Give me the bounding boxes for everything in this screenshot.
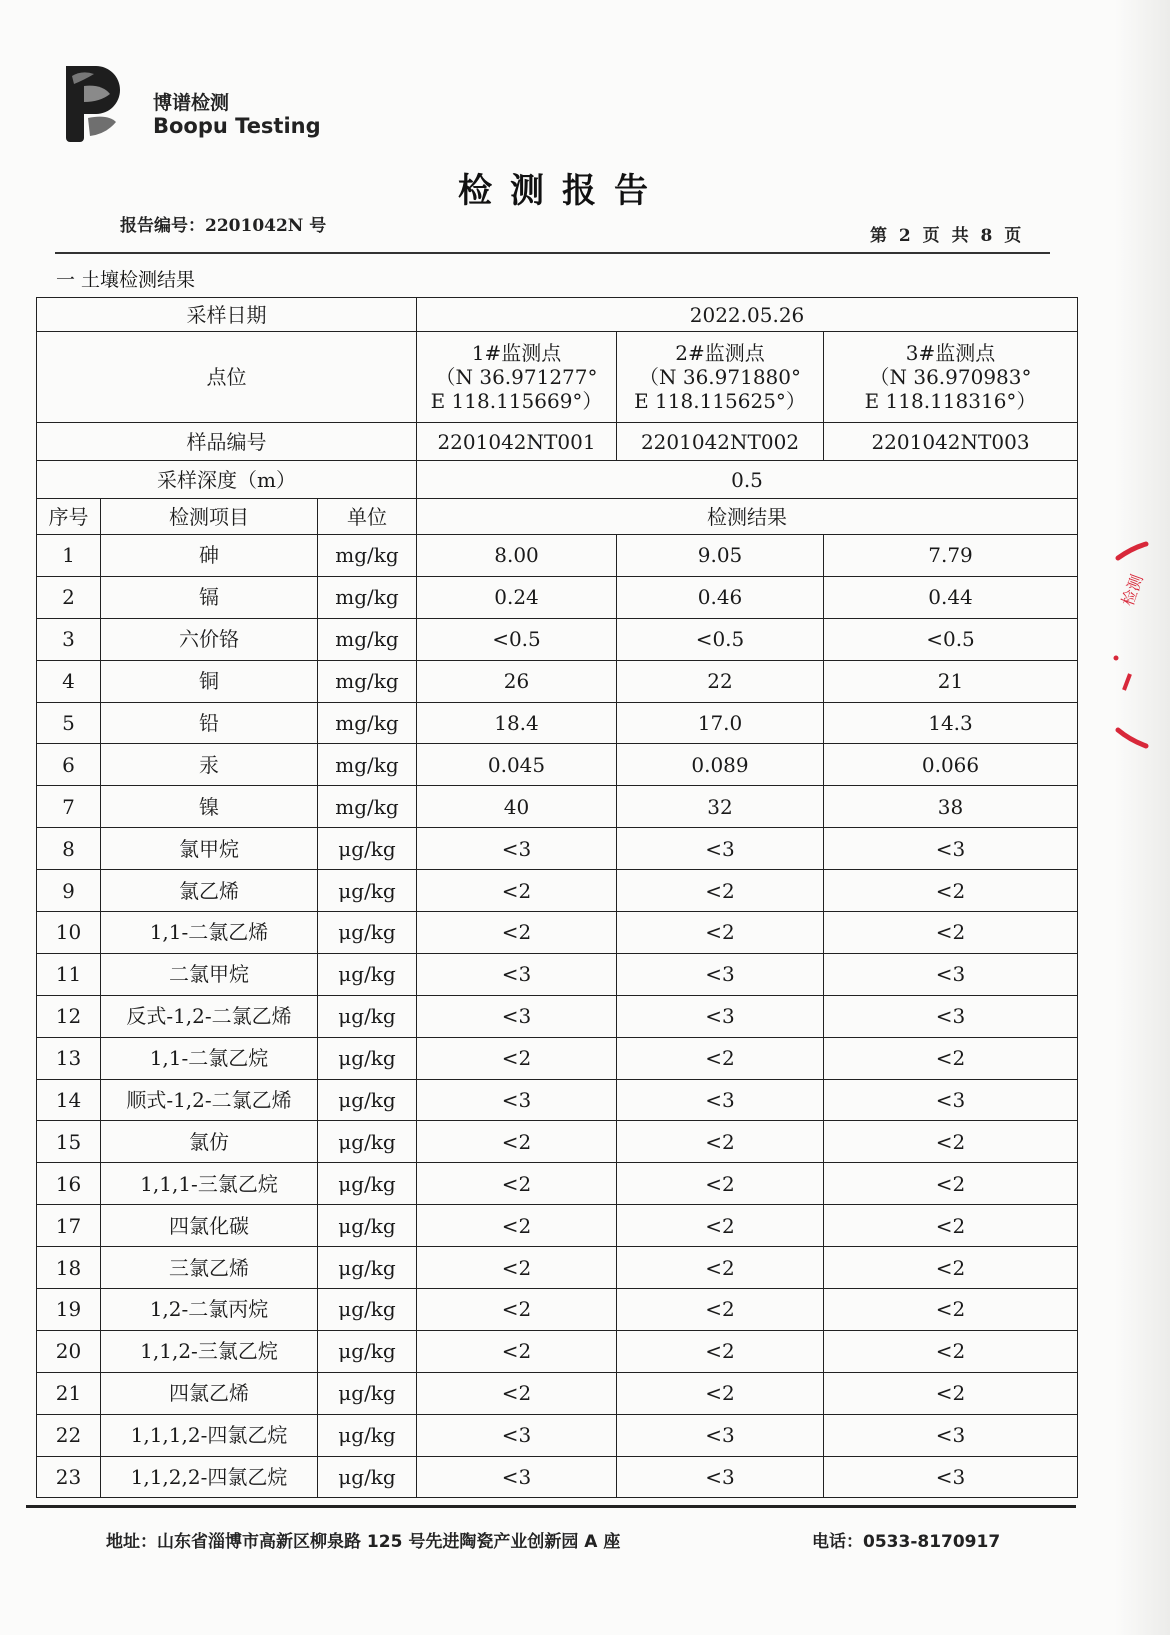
row-number: 8	[37, 828, 101, 870]
location-lat: （N 36.971880°	[638, 365, 801, 389]
location-2	[617, 332, 824, 423]
result-point-1: 26	[417, 660, 617, 702]
row-number: 18	[37, 1247, 101, 1289]
unit: mg/kg	[318, 744, 417, 786]
row-number: 22	[37, 1414, 101, 1456]
unit: μg/kg	[318, 1121, 417, 1163]
result-rows	[37, 535, 1078, 1498]
result-point-3: 38	[824, 786, 1078, 828]
test-item: 顺式-1,2-二氯乙烯	[101, 1079, 318, 1121]
result-point-3: <2	[824, 1163, 1078, 1205]
result-point-2: 22	[617, 660, 824, 702]
result-point-1: <3	[417, 1414, 617, 1456]
footer-divider	[26, 1505, 1076, 1508]
result-point-2: 0.089	[617, 744, 824, 786]
unit: μg/kg	[318, 1079, 417, 1121]
unit: μg/kg	[318, 870, 417, 912]
result-point-1: 0.24	[417, 576, 617, 618]
result-point-2: 17.0	[617, 702, 824, 744]
unit: mg/kg	[318, 535, 417, 577]
unit: mg/kg	[318, 618, 417, 660]
result-point-1: <2	[417, 870, 617, 912]
result-point-2: 9.05	[617, 535, 824, 577]
test-item: 四氯化碳	[101, 1205, 318, 1247]
result-point-3: <2	[824, 1289, 1078, 1331]
footer-address: 地址：山东省淄博市高新区柳泉路 125 号先进陶瓷产业创新园 A 座	[106, 1532, 621, 1552]
unit: μg/kg	[318, 1330, 417, 1372]
unit: mg/kg	[318, 576, 417, 618]
table-row	[37, 660, 1078, 702]
table-row	[37, 995, 1078, 1037]
result-point-1: <2	[417, 1372, 617, 1414]
test-item: 1,1,2,2-四氯乙烷	[101, 1456, 318, 1498]
result-point-1: <2	[417, 912, 617, 954]
result-point-2: <2	[617, 1289, 824, 1331]
result-point-2: <2	[617, 1330, 824, 1372]
result-point-3: 0.066	[824, 744, 1078, 786]
test-item: 六价铬	[101, 618, 318, 660]
test-item: 1,2-二氯丙烷	[101, 1289, 318, 1331]
location-3	[824, 332, 1078, 423]
row-number: 13	[37, 1037, 101, 1079]
result-point-3: 14.3	[824, 702, 1078, 744]
result-point-3: <3	[824, 1079, 1078, 1121]
header-divider	[55, 252, 1050, 254]
location-row	[37, 332, 1078, 423]
test-item: 1,1-二氯乙烯	[101, 912, 318, 954]
result-point-3: <2	[824, 912, 1078, 954]
test-item: 铅	[101, 702, 318, 744]
row-number: 7	[37, 786, 101, 828]
unit: μg/kg	[318, 828, 417, 870]
test-item: 氯甲烷	[101, 828, 318, 870]
sample-id-3: 2201042NT003	[824, 423, 1078, 461]
test-item: 反式-1,2-二氯乙烯	[101, 995, 318, 1037]
table-row	[37, 953, 1078, 995]
row-number: 6	[37, 744, 101, 786]
column-header-row	[37, 499, 1078, 535]
soil-results-table	[36, 297, 1078, 1498]
test-item: 汞	[101, 744, 318, 786]
table-row	[37, 1079, 1078, 1121]
result-point-3: <2	[824, 1121, 1078, 1163]
table-row	[37, 870, 1078, 912]
unit: μg/kg	[318, 1456, 417, 1498]
result-point-3: <2	[824, 1037, 1078, 1079]
test-item: 镉	[101, 576, 318, 618]
unit: μg/kg	[318, 1163, 417, 1205]
table-row	[37, 828, 1078, 870]
table-row	[37, 702, 1078, 744]
result-point-2: <2	[617, 1121, 824, 1163]
result-point-1: <2	[417, 1330, 617, 1372]
brand-name-cn: 博谱检测	[153, 92, 230, 114]
page-number: 第 2 页 共 8 页	[870, 226, 1025, 246]
row-number: 20	[37, 1330, 101, 1372]
test-item: 镍	[101, 786, 318, 828]
row-number: 15	[37, 1121, 101, 1163]
result-point-2: <3	[617, 995, 824, 1037]
row-number: 9	[37, 870, 101, 912]
unit: mg/kg	[318, 702, 417, 744]
result-point-2: <3	[617, 1456, 824, 1498]
unit: μg/kg	[318, 995, 417, 1037]
row-number: 11	[37, 953, 101, 995]
svg-text:检测: 检测	[1117, 571, 1147, 609]
result-point-1: <2	[417, 1163, 617, 1205]
table-row	[37, 912, 1078, 954]
table-row	[37, 1163, 1078, 1205]
result-point-2: 32	[617, 786, 824, 828]
location-lon: E 118.115669°）	[430, 389, 603, 413]
unit: μg/kg	[318, 912, 417, 954]
result-point-1: <3	[417, 953, 617, 995]
row-number: 3	[37, 618, 101, 660]
depth-label: 采样深度（m）	[37, 461, 417, 499]
test-item: 二氯甲烷	[101, 953, 318, 995]
row-number: 23	[37, 1456, 101, 1498]
row-number: 17	[37, 1205, 101, 1247]
location-name: 1#监测点	[471, 341, 562, 365]
table-row	[37, 1121, 1078, 1163]
location-lon: E 118.118316°）	[864, 389, 1037, 413]
column-header-unit: 单位	[318, 499, 417, 535]
location-lon: E 118.115625°）	[634, 389, 806, 413]
location-lat: （N 36.971277°	[435, 365, 598, 389]
result-point-3: <2	[824, 1372, 1078, 1414]
result-point-1: <0.5	[417, 618, 617, 660]
test-item: 铜	[101, 660, 318, 702]
row-number: 19	[37, 1289, 101, 1331]
test-item: 1,1,2-三氯乙烷	[101, 1330, 318, 1372]
page-edge-shadow	[1115, 0, 1170, 1635]
depth-value: 0.5	[417, 461, 1078, 499]
location-name: 3#监测点	[905, 341, 996, 365]
result-point-2: <2	[617, 870, 824, 912]
table-row	[37, 1205, 1078, 1247]
result-point-1: 40	[417, 786, 617, 828]
result-point-2: <2	[617, 1247, 824, 1289]
column-header-no: 序号	[37, 499, 101, 535]
result-point-3: 21	[824, 660, 1078, 702]
result-point-2: <2	[617, 1163, 824, 1205]
section-title: 一 土壤检测结果	[56, 269, 196, 291]
unit: μg/kg	[318, 1289, 417, 1331]
result-point-1: <3	[417, 995, 617, 1037]
result-point-1: <2	[417, 1121, 617, 1163]
row-number: 16	[37, 1163, 101, 1205]
row-number: 12	[37, 995, 101, 1037]
result-point-3: 7.79	[824, 535, 1078, 577]
unit: mg/kg	[318, 786, 417, 828]
result-point-3: <3	[824, 1414, 1078, 1456]
sampling-date-value: 2022.05.26	[417, 298, 1078, 332]
result-point-2: <2	[617, 912, 824, 954]
table-row	[37, 1247, 1078, 1289]
row-number: 14	[37, 1079, 101, 1121]
red-seal-stamp-icon	[1110, 540, 1150, 750]
sample-id-row	[37, 423, 1078, 461]
row-number: 1	[37, 535, 101, 577]
location-1	[417, 332, 617, 423]
test-item: 1,1,1,2-四氯乙烷	[101, 1414, 318, 1456]
location-name: 2#监测点	[675, 341, 765, 365]
result-point-2: <3	[617, 828, 824, 870]
result-point-2: <2	[617, 1372, 824, 1414]
sampling-date-label: 采样日期	[37, 298, 417, 332]
sampling-date-row	[37, 298, 1078, 332]
table-row	[37, 1330, 1078, 1372]
unit: μg/kg	[318, 1037, 417, 1079]
test-item: 三氯乙烯	[101, 1247, 318, 1289]
result-point-1: <2	[417, 1247, 617, 1289]
unit: μg/kg	[318, 953, 417, 995]
result-point-3: <2	[824, 1247, 1078, 1289]
result-point-1: <3	[417, 1456, 617, 1498]
unit: μg/kg	[318, 1372, 417, 1414]
result-point-2: 0.46	[617, 576, 824, 618]
footer-phone: 电话：0533-8170917	[812, 1532, 1001, 1552]
test-item: 1,1,1-三氯乙烷	[101, 1163, 318, 1205]
unit: mg/kg	[318, 660, 417, 702]
table-row	[37, 618, 1078, 660]
table-row	[37, 1037, 1078, 1079]
report-title: 检测报告	[458, 171, 666, 211]
test-item: 四氯乙烯	[101, 1372, 318, 1414]
result-point-1: <3	[417, 828, 617, 870]
unit: μg/kg	[318, 1414, 417, 1456]
test-item: 1,1-二氯乙烷	[101, 1037, 318, 1079]
table-row	[37, 1289, 1078, 1331]
location-label: 点位	[37, 332, 417, 423]
result-point-3: <2	[824, 870, 1078, 912]
sample-id-2: 2201042NT002	[617, 423, 824, 461]
table-row	[37, 744, 1078, 786]
result-point-2: <3	[617, 1414, 824, 1456]
table-row	[37, 535, 1078, 577]
result-point-1: <2	[417, 1205, 617, 1247]
table-row	[37, 786, 1078, 828]
depth-row	[37, 461, 1078, 499]
unit: μg/kg	[318, 1247, 417, 1289]
sample-id-label: 样品编号	[37, 423, 417, 461]
row-number: 10	[37, 912, 101, 954]
table-row	[37, 1456, 1078, 1498]
result-point-2: <2	[617, 1205, 824, 1247]
result-point-2: <2	[617, 1037, 824, 1079]
result-point-2: <3	[617, 953, 824, 995]
result-point-3: <3	[824, 953, 1078, 995]
boopu-logo-icon	[62, 62, 124, 144]
result-point-2: <0.5	[617, 618, 824, 660]
result-point-1: <3	[417, 1079, 617, 1121]
unit: μg/kg	[318, 1205, 417, 1247]
result-point-1: <2	[417, 1289, 617, 1331]
result-point-1: <2	[417, 1037, 617, 1079]
test-item: 氯仿	[101, 1121, 318, 1163]
result-point-1: 8.00	[417, 535, 617, 577]
row-number: 2	[37, 576, 101, 618]
result-point-1: 0.045	[417, 744, 617, 786]
result-point-3: <3	[824, 1456, 1078, 1498]
result-point-3: <3	[824, 995, 1078, 1037]
result-point-3: <0.5	[824, 618, 1078, 660]
table-row	[37, 576, 1078, 618]
table-row	[37, 1414, 1078, 1456]
column-header-item: 检测项目	[101, 499, 318, 535]
result-point-3: <3	[824, 828, 1078, 870]
result-point-3: 0.44	[824, 576, 1078, 618]
result-point-3: <2	[824, 1205, 1078, 1247]
location-lat: （N 36.970983°	[869, 365, 1032, 389]
test-item: 氯乙烯	[101, 870, 318, 912]
brand-name-en: Boopu Testing	[153, 114, 321, 138]
result-point-1: 18.4	[417, 702, 617, 744]
result-point-3: <2	[824, 1330, 1078, 1372]
table-row	[37, 1372, 1078, 1414]
column-header-result: 检测结果	[417, 499, 1078, 535]
sample-id-1: 2201042NT001	[417, 423, 617, 461]
result-point-2: <3	[617, 1079, 824, 1121]
test-item: 砷	[101, 535, 318, 577]
row-number: 4	[37, 660, 101, 702]
report-number: 报告编号：2201042N 号	[120, 216, 327, 236]
row-number: 5	[37, 702, 101, 744]
row-number: 21	[37, 1372, 101, 1414]
